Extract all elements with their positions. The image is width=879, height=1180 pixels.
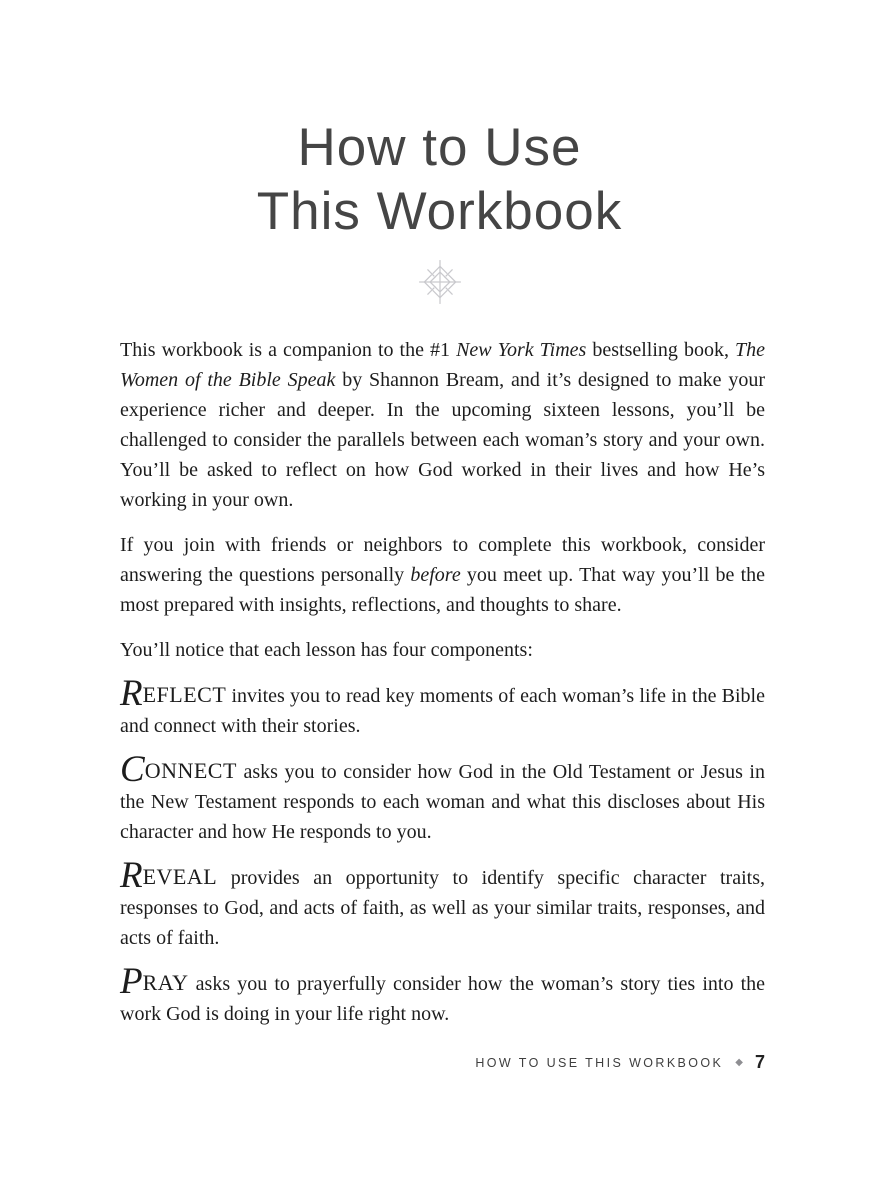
section-paragraph: REFLECT invites you to read key moments of each woman’s life in the Bible and connect with their stories. xyxy=(120,673,765,737)
paragraph: This workbook is a companion to the #1 New York Times bestselling book, The Women of the Bible Speak by Shannon Bream, and it’s designed to make your experience richer and deeper. In the upcoming sixteen lessons, you’ll be challenged to consider the parallels between each woman’s story and your own. You’ll be asked to reflect on how God worked in their lives and how He’s working in your own. xyxy=(120,339,765,511)
section-paragraph: CONNECT asks you to consider how God in the Old Testament or Jesus in the New Testament responds to each woman and what this discloses about His character and how He responds to you. xyxy=(120,749,765,843)
paragraph: If you join with friends or neighbors to complete this workbook, consider answering the questions personally before you meet up. That way you’ll be the most prepared with insights, reflections, and thoughts to share. xyxy=(120,534,765,616)
decorative-capital: R xyxy=(120,673,143,714)
page-footer xyxy=(475,1052,765,1073)
page-title xyxy=(0,116,879,244)
running-footer-label: HOW TO USE THIS WORKBOOK xyxy=(475,1055,724,1070)
section-lead-word: CONNECT xyxy=(120,749,237,790)
decorative-capital: R xyxy=(120,855,143,896)
snowflake-star-icon xyxy=(416,258,464,306)
page-number: 7 xyxy=(754,1052,765,1072)
body-paragraphs xyxy=(120,335,765,1029)
section-lead-word: REFLECT xyxy=(120,673,227,714)
page-title-line1: How to Use xyxy=(297,118,582,177)
page-title-line2: This Workbook xyxy=(256,182,623,241)
decorative-capital: P xyxy=(120,961,143,1002)
section-paragraph: PRAY asks you to prayerfully consider how the woman’s story ties into the work God is doing in your life right now. xyxy=(120,961,765,1025)
paragraph: You’ll notice that each lesson has four components: xyxy=(120,639,533,661)
section-lead-word: REVEAL xyxy=(120,855,218,896)
section-lead-word: PRAY xyxy=(120,961,189,1002)
diamond-icon: ◆ xyxy=(735,1056,743,1068)
section-paragraph: REVEAL provides an opportunity to identify specific character traits, responses to God, and acts of faith, as well as your similar traits, responses, and acts of faith. xyxy=(120,855,765,949)
ornament-container xyxy=(0,258,879,311)
decorative-capital: C xyxy=(120,749,145,790)
